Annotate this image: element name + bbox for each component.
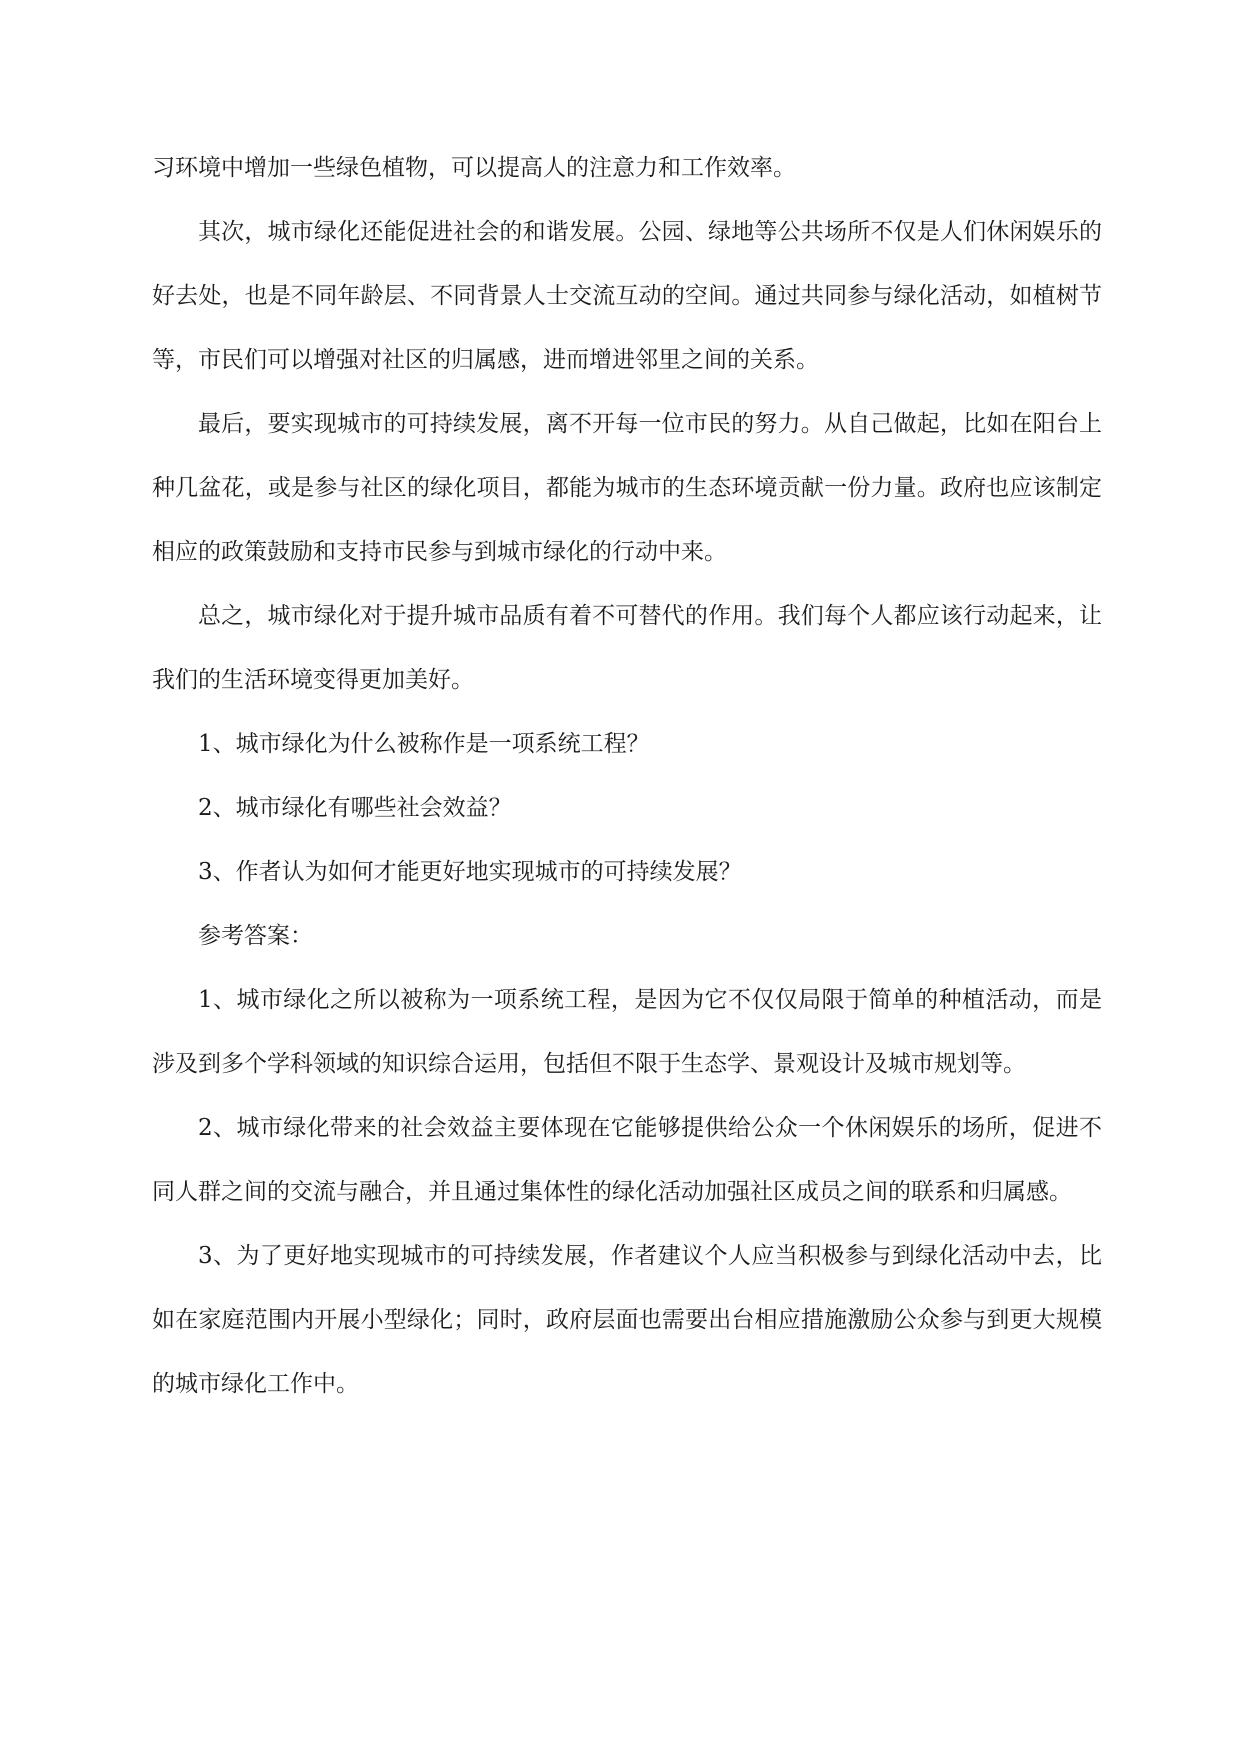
paragraph-social-harmony: 其次，城市绿化还能促进社会的和谐发展。公园、绿地等公共场所不仅是人们休闲娱乐的好去处，也是不同年龄层、不同背景人士交流互动的空间。通过共同参与绿化活动，如植树节等，市民们可以增强对社区的归属感，进而增进邻里之间的关系。 bbox=[152, 219, 1102, 373]
paragraph-conclusion: 总之，城市绿化对于提升城市品质有着不可替代的作用。我们每个人都应该行动起来，让我们的生活环境变得更加美好。 bbox=[152, 603, 1102, 693]
answer-1: 1、城市绿化之所以被称为一项系统工程，是因为它不仅仅局限于简单的种植活动，而是涉及到多个学科领域的知识综合运用，包括但不限于生态学、景观设计及城市规划等。 bbox=[152, 987, 1102, 1077]
answer-2: 2、城市绿化带来的社会效益主要体现在它能够提供给公众一个休闲娱乐的场所，促进不同人群之间的交流与融合，并且通过集体性的绿化活动加强社区成员之间的联系和归属感。 bbox=[152, 1115, 1102, 1205]
question-2: 2、城市绿化有哪些社会效益？ bbox=[198, 795, 512, 821]
question-1: 1、城市绿化为什么被称作是一项系统工程？ bbox=[198, 731, 650, 757]
document-body bbox=[152, 136, 1102, 1416]
paragraph-sustainability: 最后，要实现城市的可持续发展，离不开每一位市民的努力。从自己做起，比如在阳台上种几盆花，或是参与社区的绿化项目，都能为城市的生态环境贡献一份力量。政府也应该制定相应的政策鼓励和支持市民参与到城市绿化的行动中来。 bbox=[152, 411, 1102, 565]
answer-heading: 参考答案： bbox=[198, 923, 313, 949]
question-3: 3、作者认为如何才能更好地实现城市的可持续发展？ bbox=[198, 859, 742, 885]
paragraph-continuation: 习环境中增加一些绿色植物，可以提高人的注意力和工作效率。 bbox=[152, 155, 796, 181]
answer-3: 3、为了更好地实现城市的可持续发展，作者建议个人应当积极参与到绿化活动中去，比如在家庭范围内开展小型绿化；同时，政府层面也需要出台相应措施激励公众参与到更大规模的城市绿化工作中。 bbox=[152, 1243, 1102, 1397]
